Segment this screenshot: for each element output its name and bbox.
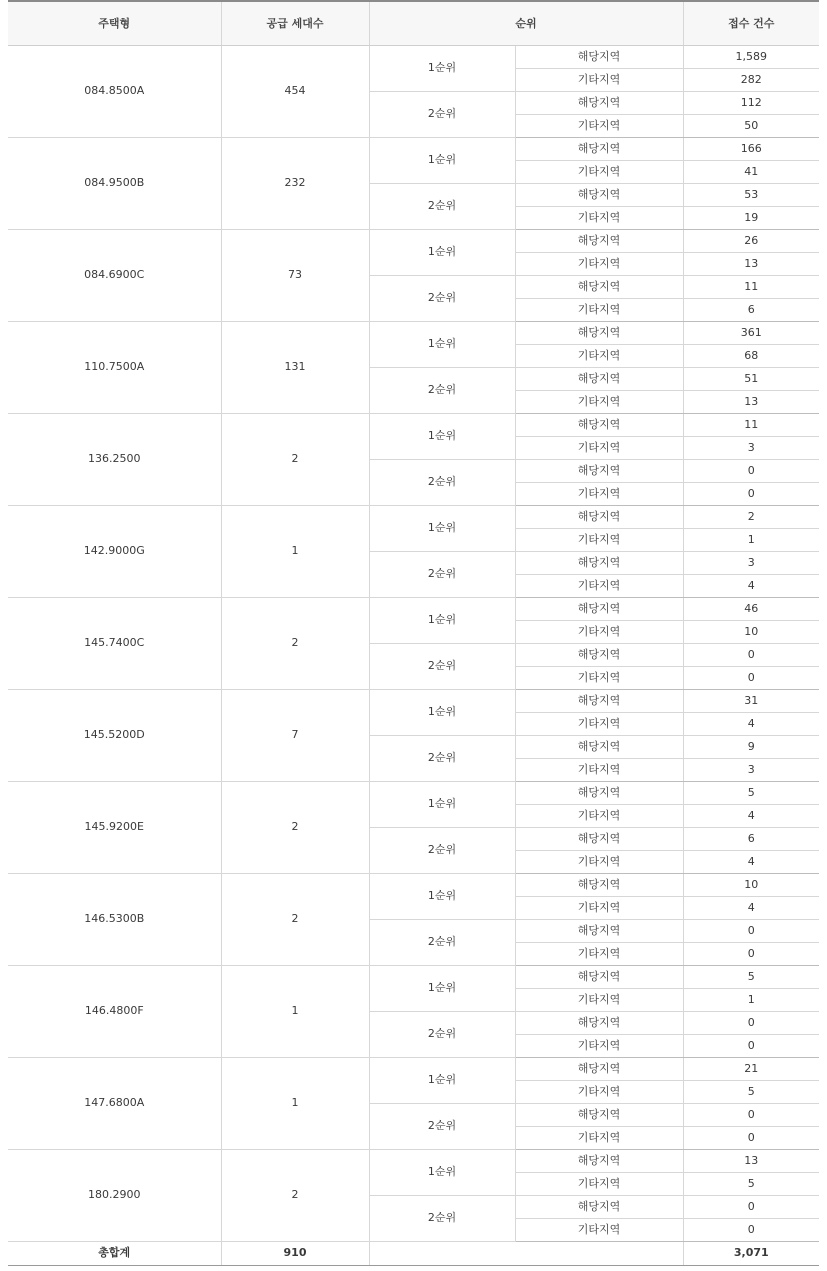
supply-units-cell: 2	[221, 781, 369, 873]
table-row	[8, 1149, 819, 1172]
application-count-cell: 361	[683, 321, 819, 344]
application-count-cell: 21	[683, 1057, 819, 1080]
application-count-cell: 46	[683, 597, 819, 620]
header-supply-units: 공급 세대수	[221, 1, 369, 45]
application-count-cell: 282	[683, 68, 819, 91]
header-row	[8, 1, 819, 45]
area-cell: 해당지역	[515, 873, 683, 896]
table-footer	[8, 1241, 819, 1265]
rank-cell: 1순위	[369, 781, 515, 827]
supply-units-cell: 2	[221, 873, 369, 965]
rank-cell: 1순위	[369, 873, 515, 919]
area-cell: 해당지역	[515, 965, 683, 988]
area-cell: 기타지역	[515, 160, 683, 183]
area-cell: 기타지역	[515, 1034, 683, 1057]
subscription-table	[8, 0, 819, 1266]
area-cell: 해당지역	[515, 919, 683, 942]
housing-type-cell: 136.2500	[8, 413, 221, 505]
rank-cell: 2순위	[369, 183, 515, 229]
housing-type-cell: 142.9000G	[8, 505, 221, 597]
rank-cell: 2순위	[369, 735, 515, 781]
area-cell: 기타지역	[515, 114, 683, 137]
application-count-cell: 5	[683, 781, 819, 804]
housing-type-cell: 145.7400C	[8, 597, 221, 689]
rank-cell: 2순위	[369, 1195, 515, 1241]
rank-cell: 1순위	[369, 413, 515, 459]
area-cell: 해당지역	[515, 643, 683, 666]
application-count-cell: 0	[683, 666, 819, 689]
rank-cell: 1순위	[369, 965, 515, 1011]
rank-cell: 1순위	[369, 229, 515, 275]
supply-units-cell: 131	[221, 321, 369, 413]
total-supply: 910	[221, 1241, 369, 1265]
application-count-cell: 41	[683, 160, 819, 183]
application-count-cell: 0	[683, 1034, 819, 1057]
application-count-cell: 0	[683, 919, 819, 942]
table-row	[8, 873, 819, 896]
application-count-cell: 0	[683, 482, 819, 505]
area-cell: 해당지역	[515, 1149, 683, 1172]
application-count-cell: 0	[683, 1126, 819, 1149]
rank-cell: 1순위	[369, 597, 515, 643]
housing-type-cell: 145.5200D	[8, 689, 221, 781]
area-cell: 기타지역	[515, 574, 683, 597]
application-count-cell: 3	[683, 551, 819, 574]
rank-cell: 1순위	[369, 137, 515, 183]
area-cell: 해당지역	[515, 1195, 683, 1218]
housing-type-cell: 084.8500A	[8, 45, 221, 137]
total-label: 총합계	[8, 1241, 221, 1265]
supply-units-cell: 2	[221, 1149, 369, 1241]
area-cell: 해당지역	[515, 459, 683, 482]
rank-cell: 1순위	[369, 1149, 515, 1195]
area-cell: 기타지역	[515, 1218, 683, 1241]
area-cell: 해당지역	[515, 1057, 683, 1080]
area-cell: 기타지역	[515, 896, 683, 919]
application-count-cell: 4	[683, 896, 819, 919]
application-count-cell: 5	[683, 965, 819, 988]
area-cell: 기타지역	[515, 436, 683, 459]
application-count-cell: 0	[683, 643, 819, 666]
rank-cell: 2순위	[369, 551, 515, 597]
rank-cell: 1순위	[369, 689, 515, 735]
table-row	[8, 45, 819, 68]
supply-units-cell: 2	[221, 413, 369, 505]
table-row	[8, 965, 819, 988]
area-cell: 기타지역	[515, 712, 683, 735]
table-body	[8, 45, 819, 1241]
table-row	[8, 505, 819, 528]
rank-cell: 1순위	[369, 321, 515, 367]
application-count-cell: 1	[683, 528, 819, 551]
housing-type-cell: 110.7500A	[8, 321, 221, 413]
area-cell: 기타지역	[515, 850, 683, 873]
area-cell: 해당지역	[515, 781, 683, 804]
area-cell: 해당지역	[515, 827, 683, 850]
application-count-cell: 53	[683, 183, 819, 206]
area-cell: 해당지역	[515, 505, 683, 528]
application-count-cell: 11	[683, 413, 819, 436]
application-count-cell: 0	[683, 942, 819, 965]
area-cell: 해당지역	[515, 1011, 683, 1034]
area-cell: 기타지역	[515, 1080, 683, 1103]
supply-units-cell: 73	[221, 229, 369, 321]
total-count: 3,071	[683, 1241, 819, 1265]
application-count-cell: 0	[683, 459, 819, 482]
area-cell: 기타지역	[515, 620, 683, 643]
application-count-cell: 31	[683, 689, 819, 712]
header-application-count: 접수 건수	[683, 1, 819, 45]
application-count-cell: 0	[683, 1011, 819, 1034]
application-count-cell: 3	[683, 436, 819, 459]
area-cell: 기타지역	[515, 344, 683, 367]
supply-units-cell: 1	[221, 505, 369, 597]
application-count-cell: 13	[683, 1149, 819, 1172]
application-count-cell: 26	[683, 229, 819, 252]
application-count-cell: 1	[683, 988, 819, 1011]
housing-type-cell: 145.9200E	[8, 781, 221, 873]
rank-cell: 1순위	[369, 45, 515, 91]
application-count-cell: 6	[683, 827, 819, 850]
table-row	[8, 781, 819, 804]
table-row	[8, 321, 819, 344]
table-row	[8, 1057, 819, 1080]
area-cell: 해당지역	[515, 183, 683, 206]
total-row	[8, 1241, 819, 1265]
rank-cell: 1순위	[369, 1057, 515, 1103]
application-count-cell: 9	[683, 735, 819, 758]
total-rank	[369, 1241, 683, 1265]
area-cell: 해당지역	[515, 367, 683, 390]
area-cell: 해당지역	[515, 1103, 683, 1126]
housing-type-cell: 146.4800F	[8, 965, 221, 1057]
housing-type-cell: 180.2900	[8, 1149, 221, 1241]
area-cell: 해당지역	[515, 321, 683, 344]
application-count-cell: 1,589	[683, 45, 819, 68]
area-cell: 기타지역	[515, 252, 683, 275]
area-cell: 기타지역	[515, 528, 683, 551]
area-cell: 해당지역	[515, 229, 683, 252]
housing-type-cell: 084.9500B	[8, 137, 221, 229]
application-count-cell: 4	[683, 574, 819, 597]
header-housing-type: 주택형	[8, 1, 221, 45]
area-cell: 기타지역	[515, 1172, 683, 1195]
area-cell: 기타지역	[515, 758, 683, 781]
header-rank: 순위	[369, 1, 683, 45]
rank-cell: 2순위	[369, 643, 515, 689]
area-cell: 해당지역	[515, 45, 683, 68]
supply-units-cell: 1	[221, 1057, 369, 1149]
application-count-cell: 13	[683, 390, 819, 413]
application-count-cell: 51	[683, 367, 819, 390]
application-count-cell: 6	[683, 298, 819, 321]
supply-units-cell: 454	[221, 45, 369, 137]
application-count-cell: 2	[683, 505, 819, 528]
application-count-cell: 0	[683, 1218, 819, 1241]
housing-type-cell: 147.6800A	[8, 1057, 221, 1149]
application-count-cell: 50	[683, 114, 819, 137]
rank-cell: 2순위	[369, 91, 515, 137]
application-count-cell: 3	[683, 758, 819, 781]
area-cell: 기타지역	[515, 804, 683, 827]
rank-cell: 2순위	[369, 367, 515, 413]
table-row	[8, 137, 819, 160]
area-cell: 기타지역	[515, 298, 683, 321]
application-count-cell: 5	[683, 1080, 819, 1103]
application-count-cell: 0	[683, 1195, 819, 1218]
application-count-cell: 13	[683, 252, 819, 275]
application-count-cell: 0	[683, 1103, 819, 1126]
rank-cell: 2순위	[369, 1011, 515, 1057]
application-count-cell: 4	[683, 804, 819, 827]
area-cell: 기타지역	[515, 482, 683, 505]
rank-cell: 2순위	[369, 827, 515, 873]
area-cell: 해당지역	[515, 597, 683, 620]
application-count-cell: 166	[683, 137, 819, 160]
application-count-cell: 19	[683, 206, 819, 229]
housing-type-cell: 146.5300B	[8, 873, 221, 965]
supply-units-cell: 1	[221, 965, 369, 1057]
table-row	[8, 689, 819, 712]
table-row	[8, 597, 819, 620]
area-cell: 기타지역	[515, 666, 683, 689]
rank-cell: 2순위	[369, 1103, 515, 1149]
application-count-cell: 68	[683, 344, 819, 367]
application-count-cell: 4	[683, 712, 819, 735]
subscription-results	[8, 0, 819, 1266]
area-cell: 해당지역	[515, 91, 683, 114]
housing-type-cell: 084.6900C	[8, 229, 221, 321]
rank-cell: 1순위	[369, 505, 515, 551]
area-cell: 해당지역	[515, 551, 683, 574]
area-cell: 기타지역	[515, 988, 683, 1011]
area-cell: 해당지역	[515, 413, 683, 436]
rank-cell: 2순위	[369, 275, 515, 321]
area-cell: 기타지역	[515, 1126, 683, 1149]
area-cell: 해당지역	[515, 689, 683, 712]
area-cell: 해당지역	[515, 735, 683, 758]
application-count-cell: 5	[683, 1172, 819, 1195]
application-count-cell: 10	[683, 620, 819, 643]
rank-cell: 2순위	[369, 919, 515, 965]
area-cell: 기타지역	[515, 942, 683, 965]
area-cell: 기타지역	[515, 390, 683, 413]
table-row	[8, 229, 819, 252]
application-count-cell: 11	[683, 275, 819, 298]
table-row	[8, 413, 819, 436]
table-header	[8, 1, 819, 45]
area-cell: 해당지역	[515, 137, 683, 160]
supply-units-cell: 7	[221, 689, 369, 781]
application-count-cell: 112	[683, 91, 819, 114]
area-cell: 기타지역	[515, 206, 683, 229]
application-count-cell: 4	[683, 850, 819, 873]
supply-units-cell: 232	[221, 137, 369, 229]
area-cell: 기타지역	[515, 68, 683, 91]
area-cell: 해당지역	[515, 275, 683, 298]
application-count-cell: 10	[683, 873, 819, 896]
rank-cell: 2순위	[369, 459, 515, 505]
supply-units-cell: 2	[221, 597, 369, 689]
